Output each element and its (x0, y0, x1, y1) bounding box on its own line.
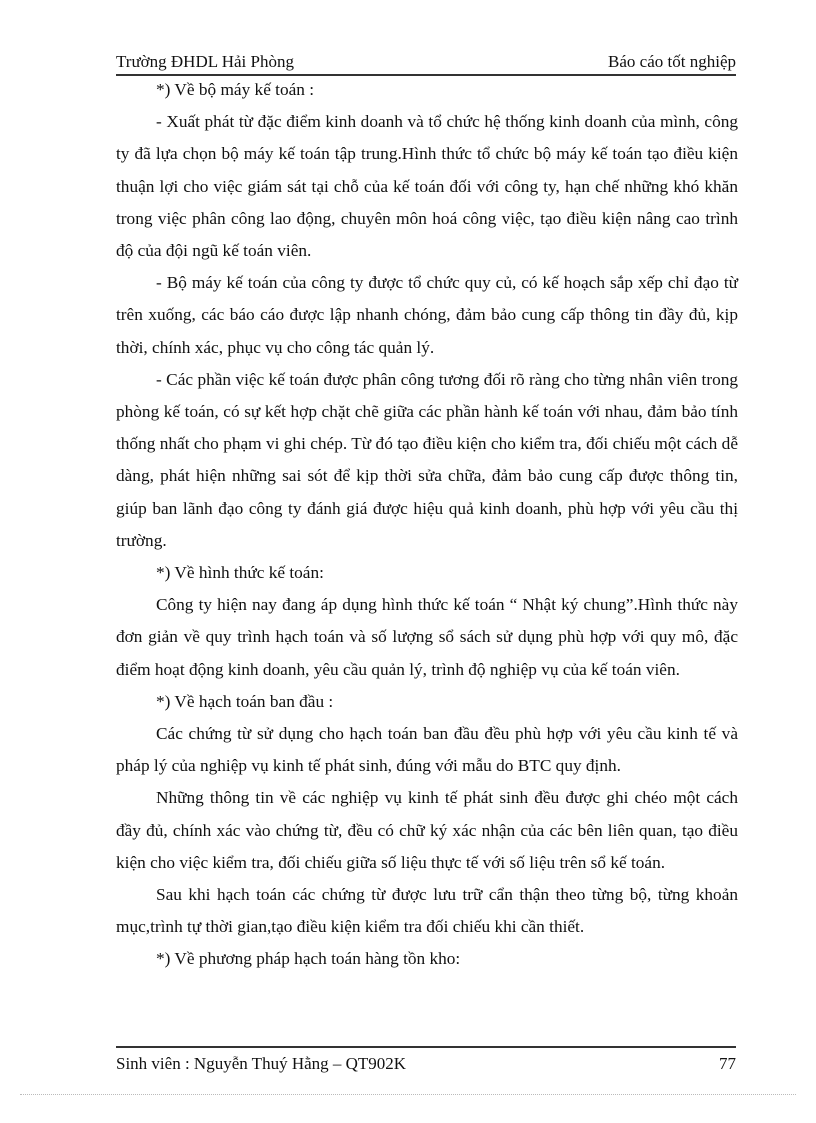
section-heading-accounting-apparatus: *) Về bộ máy kế toán : (156, 80, 315, 99)
header-school: Trường ĐHDL Hải Phòng (116, 52, 294, 71)
paragraph: Công ty hiện nay đang áp dụng hình thức kế toán “ Nhật ký chung”.Hình thức này đơn giản về quy trình hạch toán và số lượng sổ sách sử dụng phù hợp với quy mô, đặc điểm hoạt động kinh doanh, yêu cầu quản lý, trình độ nghiệp vụ của kế toán viên. (116, 595, 738, 679)
page-footer (116, 1046, 736, 1074)
paragraph: Những thông tin về các nghiệp vụ kinh tế phát sinh đều được ghi chéo một cách đầy đủ, chính xác vào chứng từ, đều có chữ ký xác nhận của các bên liên quan, tạo điều kiện cho việc kiểm tra, đối chiếu giữa số liệu thực tế với số liệu trên sổ kế toán. (116, 788, 738, 872)
page-bottom-divider (20, 1094, 796, 1095)
page-number: 77 (719, 1054, 736, 1073)
paragraph: Sau khi hạch toán các chứng từ được lưu trữ cẩn thận theo từng bộ, từng khoản mục,trình tự thời gian,tạo điều kiện kiểm tra đối chiếu khi cần thiết. (116, 885, 738, 937)
paragraph: - Các phần việc kế toán được phân công tương đối rõ ràng cho từng nhân viên trong phòng kế toán, có sự kết hợp chặt chẽ giữa các phần hành kế toán với nhau, đảm bảo tính thống nhất cho phạm vi ghi chép. Từ đó tạo điều kiện cho kiểm tra, đối chiếu một cách dễ dàng, phát hiện những sai sót để kịp thời sửa chữa, đảm bảo cung cấp được thông tin, giúp ban lãnh đạo công ty đánh giá được hiệu quả kinh doanh, phù hợp với yêu cầu thị trường. (116, 369, 738, 550)
section-heading-initial-accounting: *) Về hạch toán ban đầu : (156, 691, 334, 711)
section-heading-inventory-method: *) Về phương pháp hạch toán hàng tồn kho: (156, 949, 461, 969)
footer-student: Sinh viên : Nguyễn Thuý Hằng – QT902K (116, 1054, 407, 1073)
header-report-title: Báo cáo tốt nghiệp (608, 52, 736, 71)
paragraph: Các chứng từ sử dụng cho hạch toán ban đầu đều phù hợp với yêu cầu kinh tế và pháp lý của nghiệp vụ kinh tế phát sinh, đúng với mẫu do BTC quy định. (116, 724, 738, 776)
paragraph: - Bộ máy kế toán của công ty được tổ chức quy củ, có kế hoạch sắp xếp chỉ đạo từ trên xuống, các báo cáo được lập nhanh chóng, đảm bảo cung cấp thông tin đầy đủ, kịp thời, chính xác, phục vụ cho công tác quản lý. (116, 273, 738, 357)
page-body (116, 74, 738, 976)
section-heading-accounting-form: *) Về hình thức kế toán: (156, 563, 324, 583)
paragraph: - Xuất phát từ đặc điểm kinh doanh và tổ chức hệ thống kinh doanh của mình, công ty đã lựa chọn bộ máy kế toán tập trung.Hình thức tổ chức bộ máy kế toán tạo điều kiện thuận lợi cho việc giám sát tại chỗ của kế toán đối với công ty, hạn chế những khó khăn trong việc phân công lao động, chuyên môn hoá công việc, tạo điều kiện nâng cao trình độ của đội ngũ kế toán viên. (116, 112, 738, 261)
page-header (116, 48, 736, 76)
